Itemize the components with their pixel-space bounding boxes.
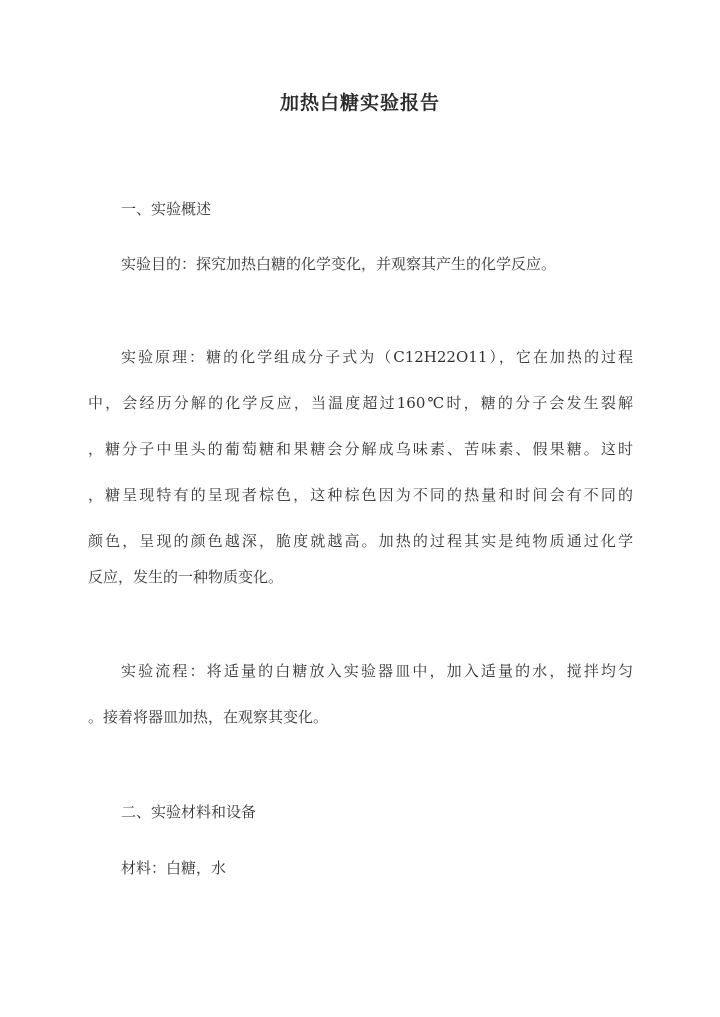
section-heading-materials: 二、实验材料和设备: [121, 803, 257, 821]
materials-list: 材料：白糖，水: [121, 859, 227, 877]
principle-line: 中，会经历分解的化学反应，当温度超过160℃时，糖的分子会发生裂解: [88, 394, 633, 412]
section-heading-overview: 一、实验概述: [121, 200, 212, 218]
principle-line: 反应，发生的一种物质变化。: [88, 568, 284, 586]
document-title: 加热白糖实验报告: [279, 92, 440, 114]
principle-line: ，糖呈现特有的呈现者棕色，这种棕色因为不同的热量和时间会有不同的: [88, 486, 633, 504]
process-line: 实验流程：将适量的白糖放入实验器皿中，加入适量的水，搅拌均匀: [121, 662, 633, 680]
principle-line: 颜色，呈现的颜色越深，脆度就越高。加热的过程其实是纯物质通过化学: [88, 532, 633, 550]
process-line: 。接着将器皿加热，在观察其变化。: [88, 708, 329, 726]
principle-line: ，糖分子中里头的葡萄糖和果糖会分解成乌味素、苦味素、假果糖。这时: [88, 440, 633, 458]
experiment-purpose: 实验目的：探究加热白糖的化学变化，并观察其产生的化学反应。: [121, 255, 557, 273]
principle-line: 实验原理：糖的化学组成分子式为（C12H22O11），它在加热的过程: [121, 348, 633, 366]
